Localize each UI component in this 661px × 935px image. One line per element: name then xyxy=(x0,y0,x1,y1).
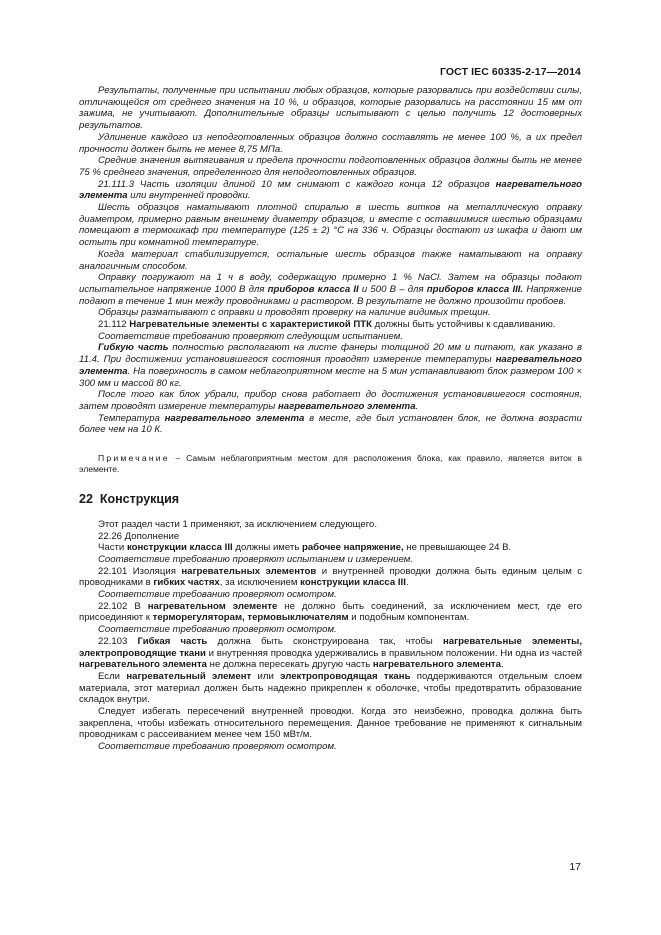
paragraph: Части конструкции класса III должны иметь рабочее напряжение, не превышающее 24 В. xyxy=(98,542,512,554)
paragraph: Соответствие требованию проверяют осмотром. xyxy=(98,741,337,753)
clause-22-103: 22.103 Гибкая часть должна быть сконструирована так, чтобы нагревательные элементы, электропроводящие ткани и внутренняя проводка удерживались в правильном положении. Ни одна из частей нагревательного элемента не должна пересекать другую часть нагревательного элемента. xyxy=(79,635,582,671)
paragraph: Соответствие требованию проверяют следующим испытанием. xyxy=(98,330,404,342)
note: Примечание – Самым неблагоприятным местом для расположения блока, как правило, является виток в элементе. xyxy=(79,453,582,474)
paragraph: Соответствие требованию проверяют испытанием и измерением. xyxy=(98,553,413,565)
paragraph: Температура нагревательного элемента в месте, где был установлен блок, не должна возрасти более чем на 10 К. xyxy=(79,412,583,436)
paragraph: Удлинение каждого из неподготовленных образцов должно составлять не менее 100 %, а их предел прочности должен быть не менее 8,75 МПа. xyxy=(79,131,582,155)
paragraph: Шесть образцов наматывают плотной спиралью в шесть витков на металлическую оправку диаметром, примерно равным внешнему диаметру образцов, и вместе с оставшимися шестью образцами помещают в термошкаф при температуре (125 ± 2) °С на 336 ч. Образцы достают из шкафа и дают им остыть при комнатной температуре. xyxy=(79,202,582,249)
clause-22-102: 22.102 В нагревательном элементе не должно быть соединений, за исключением мест, где его присоединяют к терморегуляторам, термовыключателям и подобным компонентам. xyxy=(79,600,582,624)
paragraph: Соответствие требованию проверяют осмотром. xyxy=(98,589,337,601)
paragraph: После того как блок убрали, прибор снова работает до достижения установившегося состояния, затем проводят измерение температуры нагревательного элемента. xyxy=(79,389,582,412)
paragraph: Если нагревательный элемент или электропроводящая ткань поддерживаются отдельным слоем материала, этот материал должен быть надежно прикреплен к оболочке, чтобы предотвратить образование складок внутри. xyxy=(79,670,582,706)
paragraph: Соответствие требованию проверяют осмотром. xyxy=(98,624,337,636)
clause-22-101: 22.101 Изоляция нагревательных элементов и внутренней проводки должна быть единым целым с проводниками в гибких частях, за исключением конструкции класса III. xyxy=(79,565,582,589)
clause-21-112: 21.112 Нагревательные элементы с характеристикой ПТК должны быть устойчивы к сдавливанию. xyxy=(98,319,556,331)
paragraph: Образцы разматывают с оправки и проводят проверку на наличие видимых трещин. xyxy=(98,307,491,319)
note-label: Примечание xyxy=(98,453,170,464)
paragraph: Когда материал стабилизируется, остальные шесть образцов также наматывают на оправку аналогичным способом. xyxy=(79,248,582,272)
section-heading: 22 Конструкция xyxy=(79,492,180,507)
paragraph: Оправку погружают на 1 ч в воду, содержащую примерно 1 % NaCl. Затем на образцы подают испытательное напряжение 1000 В для приборов класса II и 500 В – для приборов класса III. Напряжение подают в течение 1 мин между проводниками и раствором. В результате не должно произойти пробоев. xyxy=(79,272,582,307)
page-number: 17 xyxy=(569,861,581,873)
paragraph: Гибкую часть полностью располагают на листе фанеры толщиной 20 мм и питают, как указано в 11.4. При достижении установившегося состояния проводят измерение температуры нагревательного элемента. На поверхность в самом неблагоприятном месте на 5 мин устанавливают блок размером 100 × 300 мм и массой 80 кг. xyxy=(79,342,582,389)
paragraph: Результаты, полученные при испытании любых образцов, которые разорвались при воздействии силы, отличающейся от среднего значения на 10 %, и образцов, которые разорвались на расстоянии 15 мм от зажима, не учитывают. Дополнительные образцы испытывают с целью получить 12 достоверных результатов. xyxy=(79,85,582,132)
clause-22-26: 22.26 Дополнение xyxy=(98,530,180,542)
paragraph: Следует избегать пересечений внутренней проводки. Когда это неизбежно, проводка должна быть закреплена, чтобы избежать относительного перемещения. Данное требование не применяют к сигнальным проводникам с рассеиванием менее чем 150 мВт/м. xyxy=(79,706,582,741)
paragraph: 21.111.3 Часть изоляции длиной 10 мм снимают с каждого конца 12 образцов нагревательного элемента или внутренней проводки. xyxy=(79,178,582,202)
paragraph: Средние значения вытягивания и предела прочности подготовленных образцов должны быть не менее 75 % среднего значения, определенного для неподготовленных образцов. xyxy=(79,155,582,178)
document-header: ГОСТ IEC 60335-2-17—2014 xyxy=(439,66,581,78)
paragraph: Этот раздел части 1 применяют, за исключением следующего. xyxy=(98,518,378,530)
page-body xyxy=(79,85,582,753)
